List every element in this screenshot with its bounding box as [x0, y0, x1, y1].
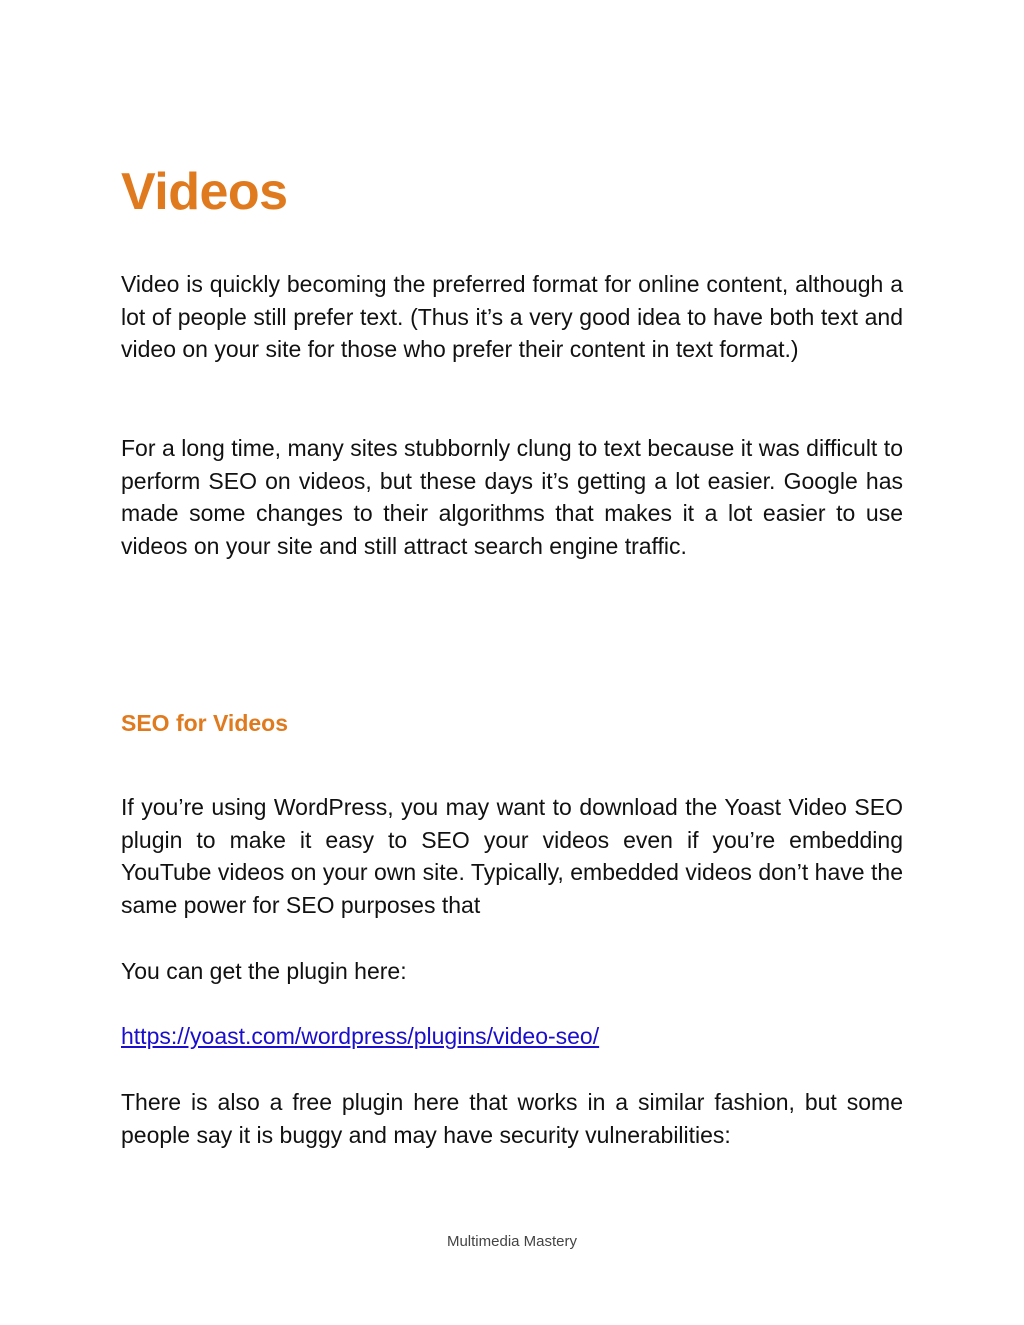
document-page	[121, 0, 903, 1325]
yoast-plugin-link[interactable]: https://yoast.com/wordpress/plugins/video-seo/	[121, 1023, 600, 1049]
page-footer: Multimedia Mastery	[446, 1233, 578, 1250]
section-paragraph-1: If you’re using WordPress, you may want to download the Yoast Video SEO plugin to make it easy to SEO your videos even if you’re embedding YouTube videos on your own site. Typically, embedded videos don’t have the same power for SEO purposes that	[121, 794, 903, 919]
section-heading: SEO for Videos	[121, 710, 289, 736]
intro-paragraph-2: For a long time, many sites stubbornly clung to text because it was difficult to perform SEO on videos, but these days it’s getting a lot easier. Google has made some changes to their algorithms that makes it a lot easier to use videos on your site and still attract search engine traffic.	[121, 435, 903, 560]
section-paragraph-2: You can get the plugin here:	[121, 958, 407, 984]
closing-paragraph: There is also a free plugin here that works in a similar fashion, but some people say it is buggy and may have security vulnerabilities:	[121, 1089, 903, 1148]
intro-paragraph-1: Video is quickly becoming the preferred format for online content, although a lot of people still prefer text. (Thus it’s a very good idea to have both text and video on your site for those who prefer their content in text format.)	[121, 271, 903, 363]
page-title: Videos	[121, 163, 288, 221]
